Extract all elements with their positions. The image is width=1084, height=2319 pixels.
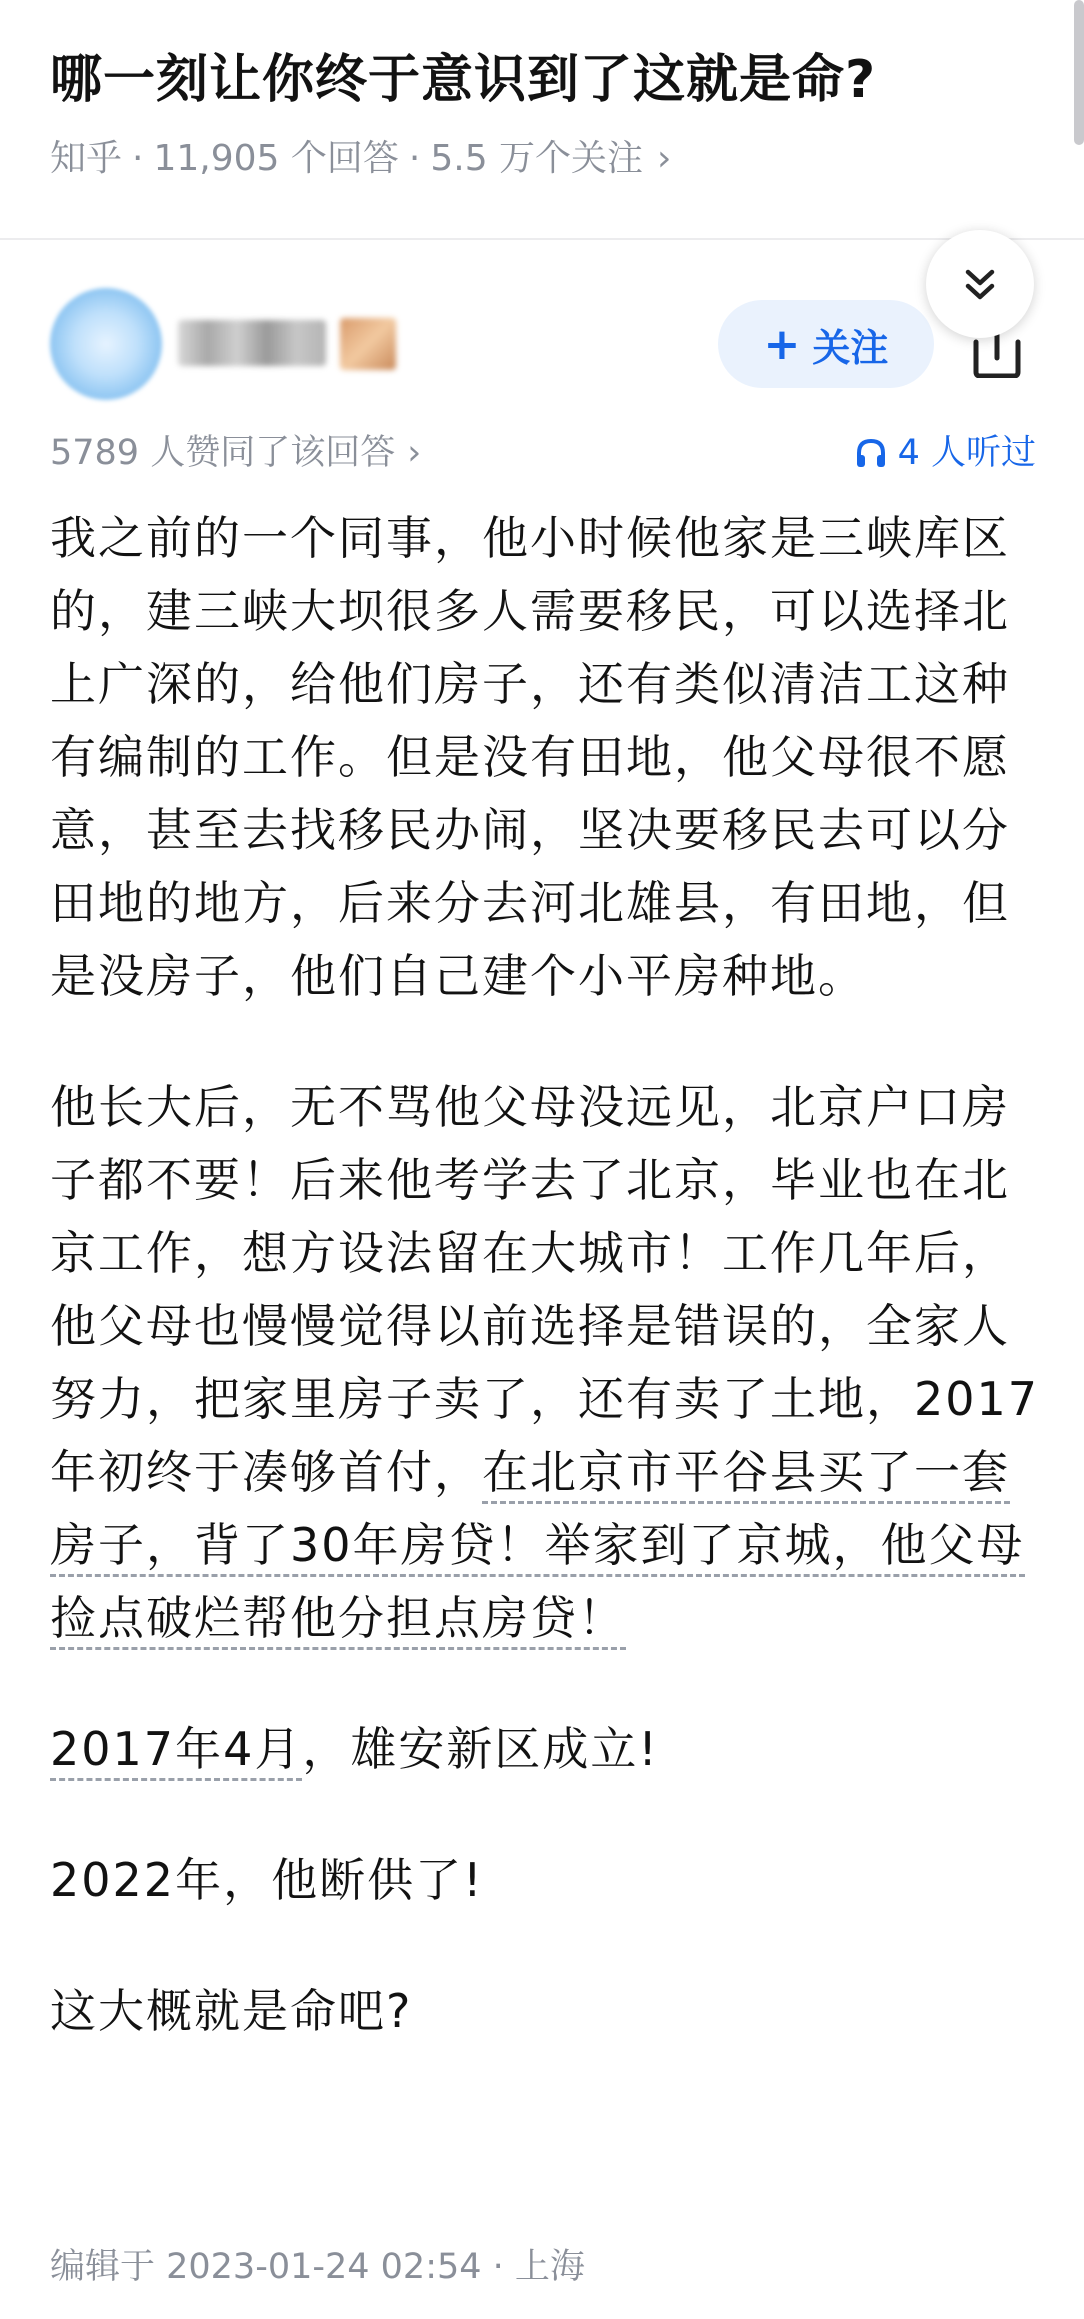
question-title[interactable]: 哪一刻让你终于意识到了这就是命?: [50, 50, 877, 110]
header-divider: [0, 238, 1084, 240]
meta-separator: ·: [408, 138, 421, 179]
author-badge-blurred: [340, 318, 396, 370]
chevron-double-down-icon: [960, 264, 1000, 304]
paragraph: [50, 1713, 1040, 1786]
collapse-button[interactable]: [926, 230, 1034, 338]
plus-icon: +: [763, 318, 801, 370]
listen-text: 4 人听过: [897, 433, 1036, 473]
paragraph: 2022年，他断供了!: [50, 1853, 484, 1907]
search-link[interactable]: 在北京市平谷县买了一套房子，背了30年房贷！举家到了京城，他父母捡点破烂帮他分担点房贷！: [50, 1445, 1025, 1650]
listen-count[interactable]: [854, 428, 1036, 478]
scrollbar[interactable]: [1074, 0, 1084, 145]
meta-separator: ·: [132, 138, 144, 179]
edit-timestamp: 编辑于 2023-01-24 02:54 · 上海: [50, 2247, 585, 2287]
headphones-icon: [854, 436, 888, 470]
paragraph-text: ，雄安新区成立!: [302, 1722, 659, 1776]
follow-button[interactable]: [718, 300, 934, 388]
chevron-right-icon: ›: [407, 433, 422, 473]
search-link[interactable]: 2017年4月: [50, 1722, 302, 1781]
agree-count[interactable]: [50, 428, 421, 478]
chevron-right-icon: ›: [657, 138, 672, 179]
author-name-blurred[interactable]: [178, 320, 326, 366]
follow-label: 关注: [812, 325, 889, 370]
avatar[interactable]: [50, 288, 162, 400]
follower-count: 5.5 万个关注: [430, 138, 644, 179]
answer-count: 11,905 个回答: [153, 138, 399, 179]
paragraph: 我之前的一个同事，他小时候他家是三峡库区的，建三峡大坝很多人需要移民，可以选择北上广深的，给他们房子，还有类似清洁工这种有编制的工作。但是没有田地，他父母很不愿意，甚至去找移民办闹，坚决要移民去可以分田地的地方，后来分去河北雄县，有田地，但是没房子，他们自己建个小平房种地。: [50, 511, 1010, 1003]
agree-text: 5789 人赞同了该回答: [50, 433, 396, 473]
paragraph: 这大概就是命吧?: [50, 1984, 413, 2038]
source-label: 知乎: [50, 138, 123, 179]
paragraph-text: 他长大后，无不骂他父母没远见，北京户口房子都不要！后来他考学去了北京，毕业也在北京工作，想方设法留在大城市！工作几年后，他父母也慢慢觉得以前选择是错误的，全家人努力，把家里房子卖了，还有卖了土地，2017年初终于凑够首付，: [50, 1080, 1040, 1499]
answer-content: [50, 502, 1040, 2106]
paragraph: [50, 1071, 1040, 1655]
question-meta[interactable]: [50, 134, 671, 184]
